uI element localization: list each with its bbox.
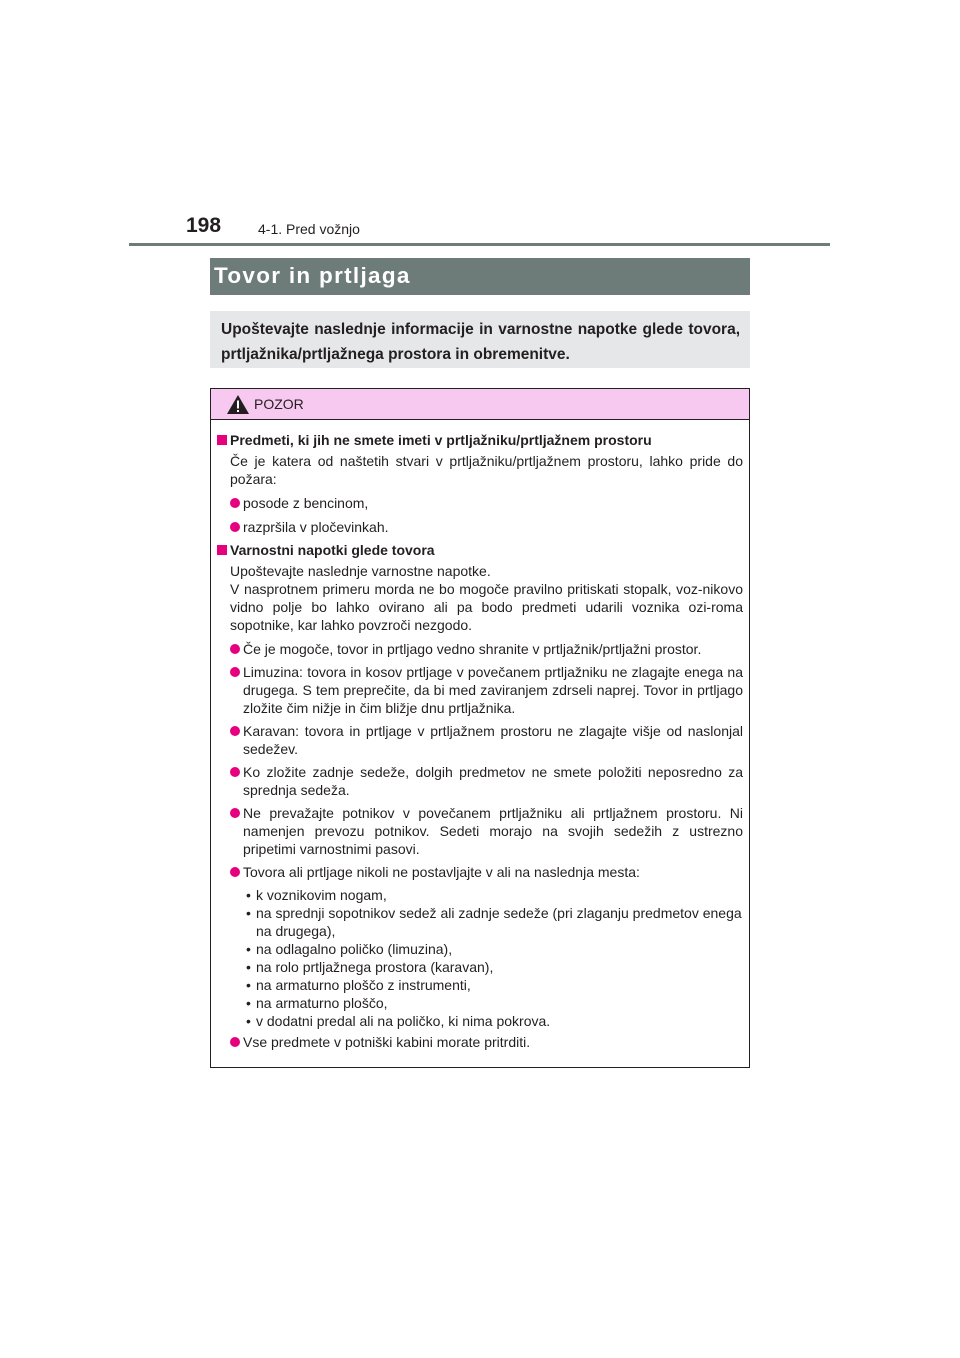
caution-title: POZOR — [254, 396, 304, 412]
sub-list-item: • na armaturno ploščo, — [246, 995, 388, 1011]
sub-list-item: • v dodatni predal ali na poličko, ki nima pokrova. — [246, 1013, 551, 1029]
sub-list-item: • k voznikovim nogam, — [246, 887, 387, 903]
page-number: 198 — [186, 214, 222, 237]
round-bullet-icon — [230, 808, 240, 818]
list-item: posode z bencinom, — [217, 494, 743, 512]
round-bullet-icon — [230, 498, 240, 508]
round-bullet-icon — [230, 767, 240, 777]
list-item: Ne prevažajte potnikov v povečanem prtljažniku ali prtljažnem prostoru. Ni namenjen prevozu potnikov. Sedeti morajo na svojih sedežih z ustrezno pripetimi varnostnimi pasovi. — [217, 804, 743, 858]
list-item: Če je mogoče, tovor in prtljago vedno shranite v prtljažnik/prtljažni prostor. — [217, 640, 743, 658]
square-bullet-icon — [217, 435, 227, 445]
round-bullet-icon — [230, 867, 240, 877]
round-bullet-icon — [230, 667, 240, 677]
sub-list-item: • na rolo prtljažnega prostora (karavan), — [246, 959, 494, 975]
page-title: Tovor in prtljaga — [214, 263, 411, 288]
square-bullet-icon — [217, 545, 227, 555]
list-item: razpršila v pločevinkah. — [217, 518, 743, 536]
intro-box — [210, 311, 750, 368]
section-text: V nasprotnem primeru morda ne bo mogoče pravilno pritiskati stopalk, voz-nikovo vidno polje bo lahko ovirano ali pa bodo predmeti udarili voznika ozi-roma sopotnike, kar lahko povzroči nezgodo. — [230, 581, 743, 633]
sub-list-item: • na sprednji sopotnikov sedež ali zadnje sedeže (pri zlaganju predmetov enega na drugega), — [246, 905, 742, 939]
caution-box — [210, 388, 750, 1068]
section-label: 4-1. Pred vožnjo — [258, 221, 360, 237]
sub-list-item: • na armaturno ploščo z instrumenti, — [246, 977, 471, 993]
caution-header — [211, 389, 749, 420]
list-item: Vse predmete v potniški kabini morate pritrditi. — [217, 1033, 743, 1051]
header-rule — [129, 243, 830, 246]
intro-text: Upoštevajte naslednje informacije in varnostne napotke glede tovora, prtljažnika/prtljažnega prostora in obremenitve. — [221, 321, 740, 363]
list-item: Ko zložite zadnje sedeže, dolgih predmetov ne smete položiti neposredno za sprednja sedeža. — [217, 763, 743, 799]
section-heading: Varnostni napotki glede tovora — [217, 541, 743, 559]
sub-list-item: • na odlagalno poličko (limuzina), — [246, 941, 453, 957]
title-bar — [210, 258, 750, 295]
round-bullet-icon — [230, 1037, 240, 1047]
list-item: Tovora ali prtljage nikoli ne postavljajte v ali na naslednja mesta: — [217, 863, 743, 881]
list-item: Limuzina: tovora in kosov prtljage v povečanem prtljažniku ne zlagajte enega na drugega. S tem preprečite, da bi med zaviranjem zdrseli naprej. Tovor in prtljago zložite čim nižje in čim bližje dnu prtljažnika. — [217, 663, 743, 717]
section-text: Upoštevajte naslednje varnostne napotke. — [230, 563, 491, 579]
places-list — [217, 886, 743, 1030]
round-bullet-icon — [230, 726, 240, 736]
caution-content — [217, 431, 743, 1051]
section-heading: Predmeti, ki jih ne smete imeti v prtljažniku/prtljažnem prostoru — [217, 431, 743, 449]
list-item: Karavan: tovora in prtljage v prtljažnem prostoru ne zlagajte višje od naslonjal sedežev. — [217, 722, 743, 758]
round-bullet-icon — [230, 522, 240, 532]
section-text: Če je katera od naštetih stvari v prtljažniku/prtljažnem prostoru, lahko pride do požara: — [230, 453, 743, 487]
warning-triangle-icon — [227, 395, 249, 414]
round-bullet-icon — [230, 644, 240, 654]
